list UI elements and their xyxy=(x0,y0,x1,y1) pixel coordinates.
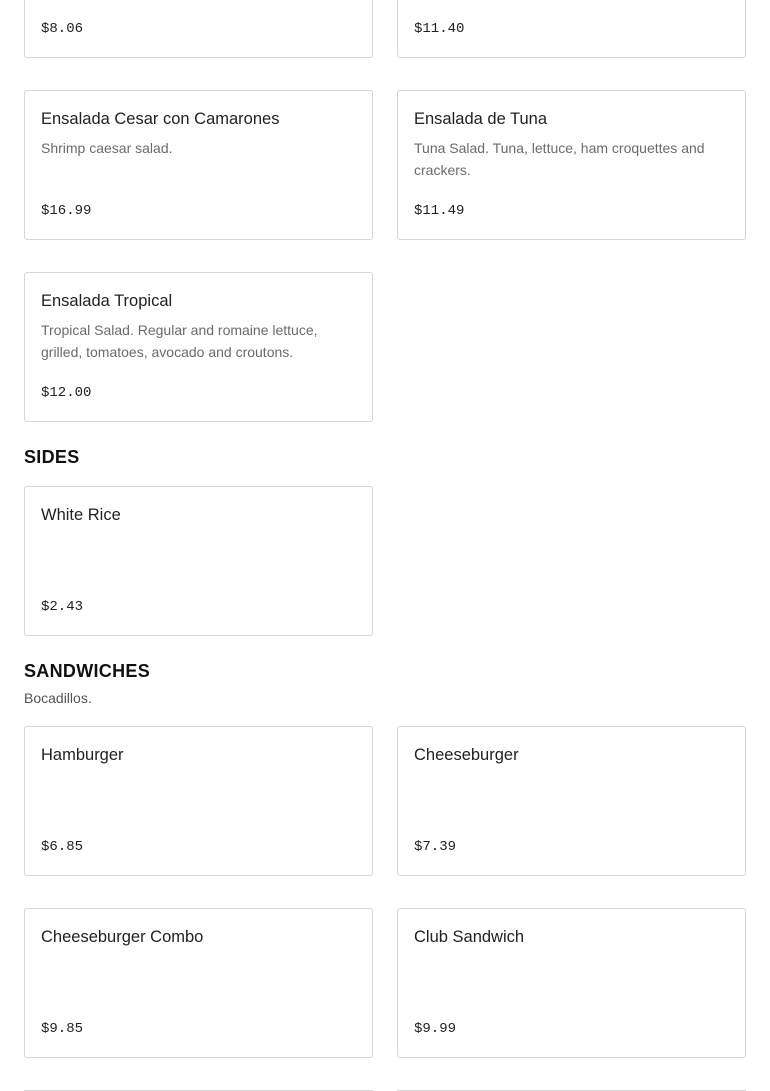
item-name: Cheeseburger xyxy=(414,746,519,764)
section-title-sides: SIDES xyxy=(24,447,80,467)
menu-item-card[interactable] xyxy=(397,726,746,876)
item-description: Shrimp caesar salad. xyxy=(41,140,173,156)
menu-item-card[interactable] xyxy=(24,90,373,240)
item-name: White Rice xyxy=(41,506,121,524)
item-price: $9.85 xyxy=(41,1021,84,1037)
item-price: $11.49 xyxy=(414,203,465,219)
item-price: $8.06 xyxy=(41,21,84,37)
item-price: $6.85 xyxy=(41,839,84,855)
item-name: Ensalada Tropical xyxy=(41,292,173,310)
item-name: Cheeseburger Combo xyxy=(41,928,204,946)
item-description: Tropical Salad. Regular and romaine lettuce, grilled, tomatoes, avocado and croutons. xyxy=(41,322,318,360)
menu-item-card[interactable] xyxy=(397,0,746,58)
item-price: $9.99 xyxy=(414,1021,457,1037)
item-name: Hamburger xyxy=(41,746,124,764)
menu-item-card[interactable] xyxy=(397,908,746,1058)
item-price: $11.40 xyxy=(414,21,465,37)
item-price: $2.43 xyxy=(41,599,84,615)
menu-item-card[interactable] xyxy=(397,90,746,240)
menu-item-card[interactable] xyxy=(24,908,373,1058)
item-description: Tuna Salad. Tuna, lettuce, ham croquettes and crackers. xyxy=(414,140,705,178)
section-title-sandwiches: SANDWICHES xyxy=(24,661,151,681)
item-price: $12.00 xyxy=(41,385,92,401)
item-name: Ensalada Cesar con Camarones xyxy=(41,110,280,128)
menu-item-card[interactable] xyxy=(24,486,373,636)
menu-item-card[interactable] xyxy=(24,272,373,422)
item-price: $7.39 xyxy=(414,839,457,855)
menu-item-card[interactable] xyxy=(24,726,373,876)
item-name: Ensalada de Tuna xyxy=(414,110,548,128)
menu-item-card[interactable] xyxy=(24,0,373,58)
section-subtitle: Bocadillos. xyxy=(24,690,92,706)
item-price: $16.99 xyxy=(41,203,92,219)
item-name: Club Sandwich xyxy=(414,928,525,946)
